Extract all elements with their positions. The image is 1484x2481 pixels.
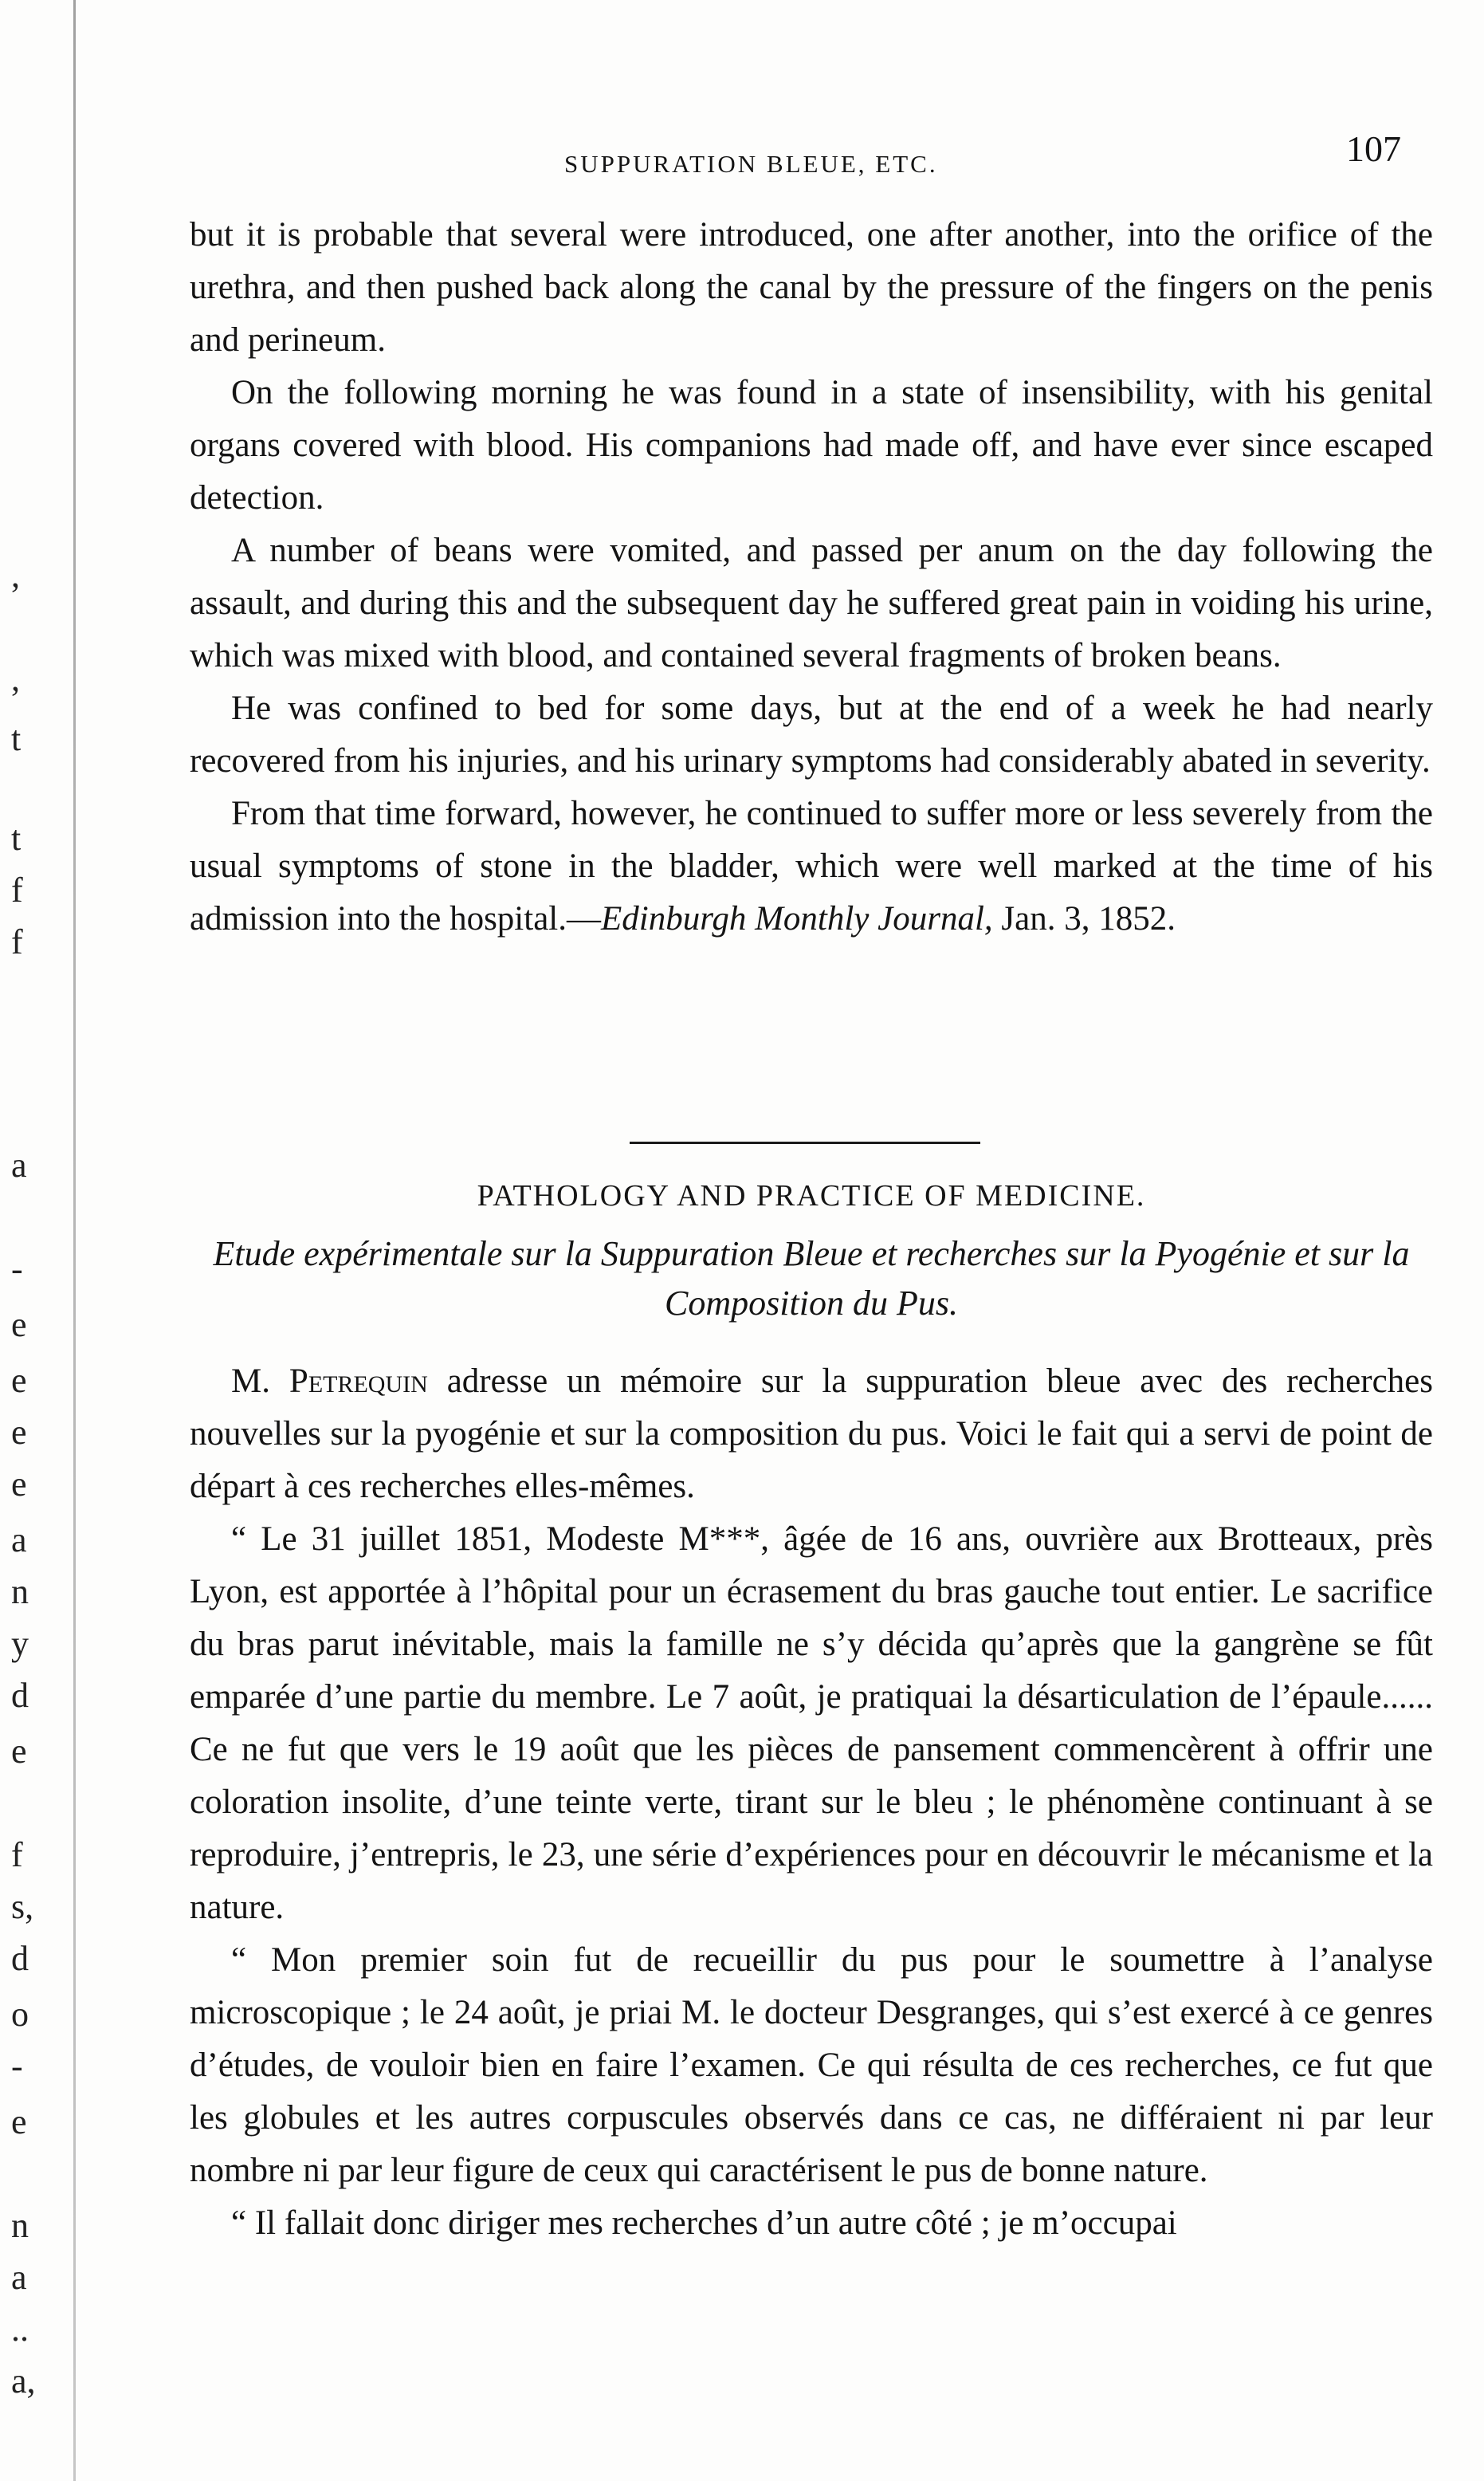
page-number: 107 (1346, 128, 1401, 169)
source-journal: Edinburgh Monthly Journal, (600, 900, 993, 938)
section-heading: PATHOLOGY AND PRACTICE OF MEDICINE. (477, 1179, 1146, 1213)
running-head: SUPPURATION BLEUE, ETC. (564, 150, 938, 178)
section-divider (630, 1142, 980, 1144)
paragraph: “ Le 31 juillet 1851, Modeste M***, âgée de 16 ans, ouvrière aux Brotteaux, près Lyon, est apportée à l’hôpital pour un écrasement du bras gauche tout entier. Le sacrifice du bras parut inévitable, mais la famille ne s’y décida qu’après que la gangrène se fût emparée d’une partie du membre. Le 7 août, je pratiquai la désarticulation de l’épaule...... Ce ne fut que vers le 19 août que les pièces de pansement commencèrent à offrir une coloration insolite, d’une teinte verte, tirant sur le bleu ; le phénomène continuant à se reproduire, j’entrepris, le 23, une série d’expériences pour en découvrir le mécanisme et la nature. (190, 1520, 1433, 1926)
source-date: Jan. 3, 1852. (992, 900, 1176, 938)
paragraph: He was confined to bed for some days, but at the end of a week he had nearly recovered from his injuries, and his urinary symptoms had considerably abated in severity. (190, 690, 1433, 780)
paragraph: but it is probable that several were introduced, one after another, into the orifice of the urethra, and then pushed back along the canal by the pressure of the fingers on the penis and perineum. (190, 216, 1433, 359)
page-header (190, 120, 1433, 183)
article-title: Etude expérimentale sur la Suppuration Bleue et recherches sur la Pyogénie et sur la Composition du Pus. (213, 1234, 1410, 1323)
paragraph: “ Il fallait donc diriger mes recherches d’un autre côté ; je m’occupai (231, 2204, 1177, 2242)
intro-paragraph (190, 1355, 1433, 1513)
intro-prefix: M. (231, 1362, 289, 1400)
paragraph-text: From that time forward, however, he continued to suffer more or less severely from the usual symptoms of stone in the bladder, which were well marked at the time of his admission into the hospital.— (190, 795, 1433, 938)
paragraph-with-source (190, 788, 1433, 946)
paragraph: A number of beans were vomited, and passed per anum on the day following the assault, and during this and the subsequent day he suffered great pain in voiding his urine, which was mixed with blood, and contained several fragments of broken beans. (190, 532, 1433, 674)
binding-edge (73, 0, 76, 2481)
facing-page-fragments: , , t t f f a - e e e e a n y d e f s, d o - e n a .. a, (11, 556, 36, 2400)
paragraph: “ Mon premier soin fut de recueillir du pus pour le soumettre à l’analyse microscopique ; le 24 août, je priai M. le docteur Desgranges, qui s’est exercé à ce genres d’études, de vouloir bien en faire l’examen. Ce qui résulta de ces recherches, ce fut que les globules et les autres corpuscules observés dans ce cas, ne différaient ni par leur nombre ni par leur figure de ceux qui caractérisent le pus de bonne nature. (190, 1941, 1433, 2189)
intro-text: adresse un mémoire sur la suppuration bleue avec des recherches nouvelles sur la pyogénie et sur la composition du pus. Voici le fait qui a servi de point de départ à ces recherches elles-mêmes. (190, 1362, 1433, 1505)
article-body (190, 1355, 1433, 2250)
author-name: Petrequin (289, 1362, 428, 1400)
paragraph: On the following morning he was found in a state of insensibility, with his genital organs covered with blood. His companions had made off, and have ever since escaped detection. (190, 374, 1433, 517)
case-report-continuation (190, 209, 1433, 946)
